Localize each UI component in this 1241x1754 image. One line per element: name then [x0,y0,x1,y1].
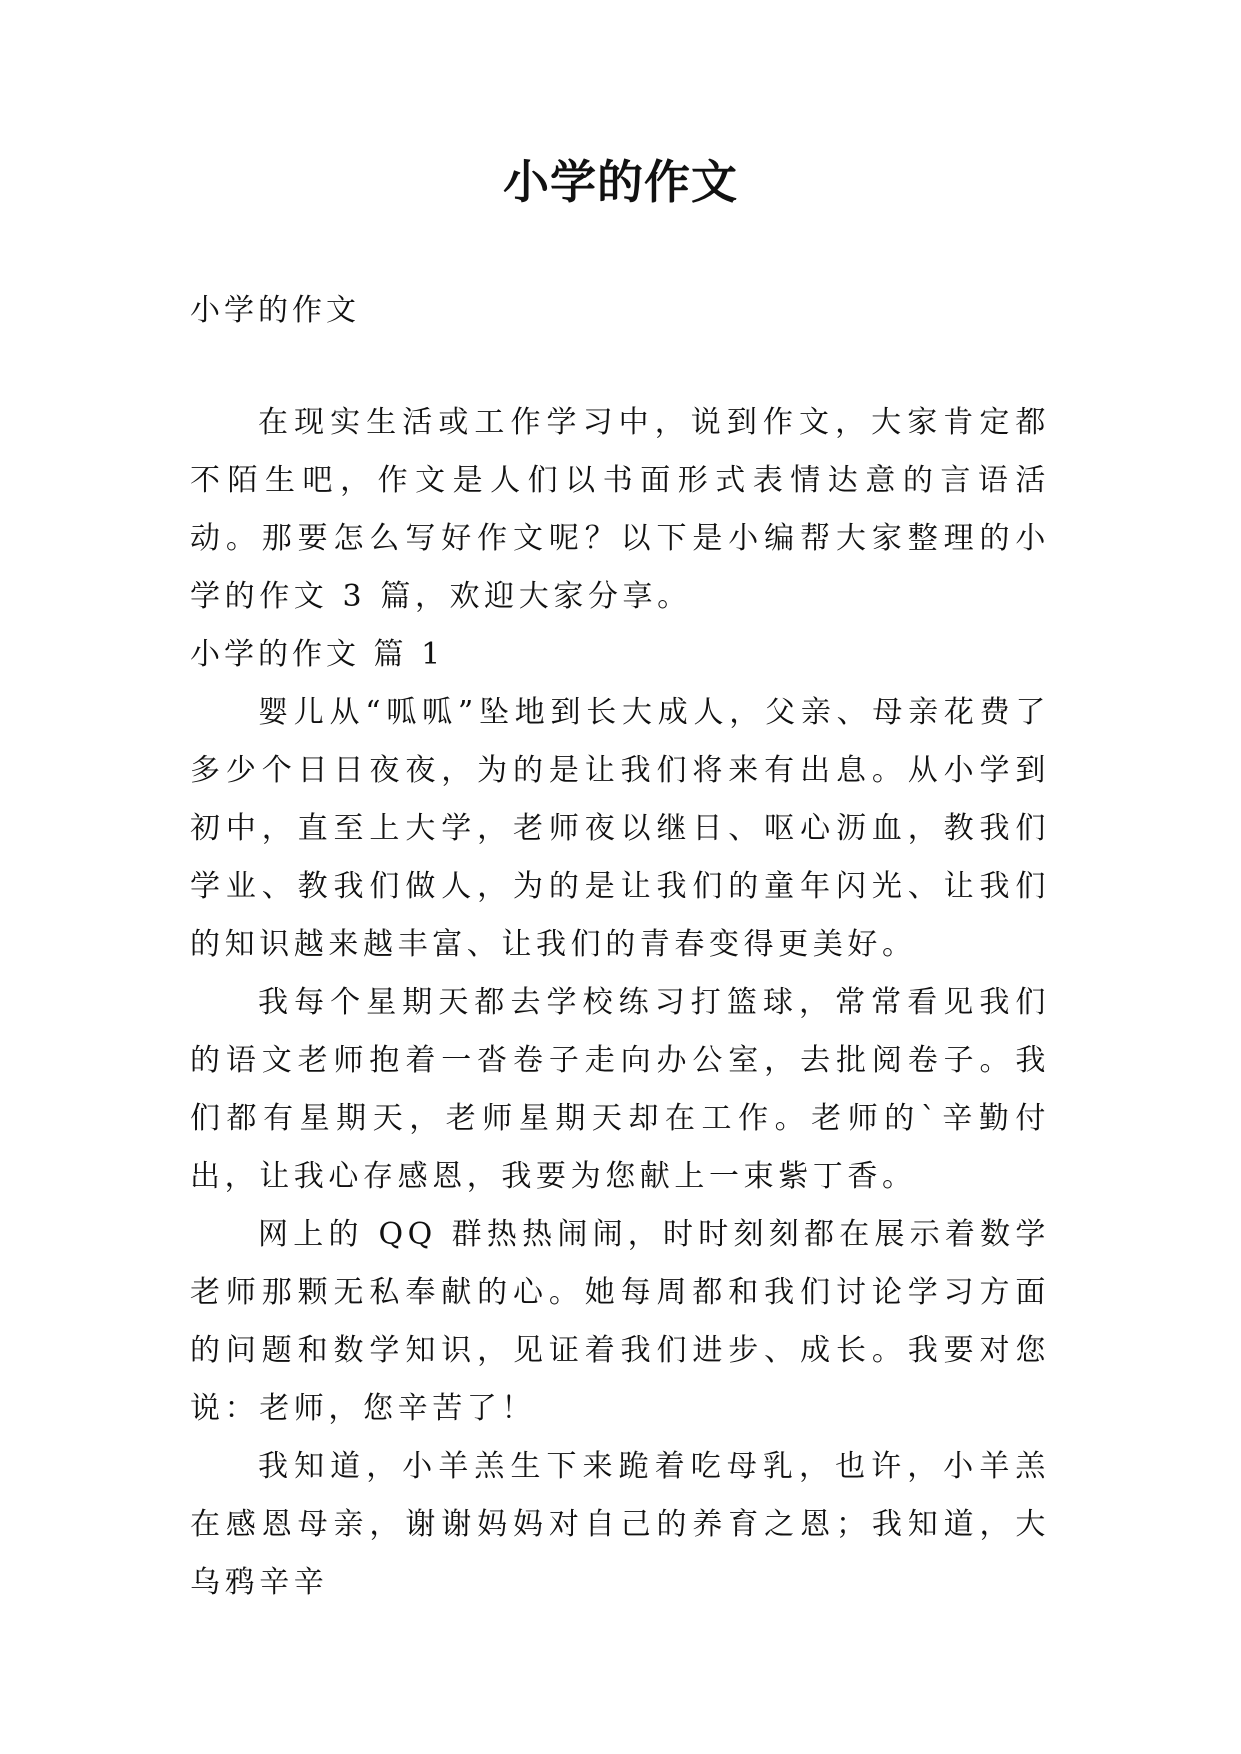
body-paragraph-3: 网上的 QQ 群热热闹闹，时时刻刻都在展示着数学老师那颗无私奉献的心。她每周都和我们讨论学习方面的问题和数学知识，见证着我们进步、成长。我要对您说：老师，您辛苦了！ [190,1217,1050,1426]
document-subtitle: 小学的作文 [190,293,360,328]
intro-paragraph: 在现实生活或工作学习中，说到作文，大家肯定都不陌生吧，作文是人们以书面形式表情达意的言语活动。那要怎么写好作文呢？以下是小编帮大家整理的小学的作文 3 篇，欢迎大家分享。 [190,405,1050,614]
body-paragraph-4: 我知道，小羊羔生下来跪着吃母乳，也许，小羊羔在感恩母亲，谢谢妈妈对自己的养育之恩；我知道，大乌鸦辛辛 [190,1449,1050,1600]
document-body [190,286,1050,1612]
section-heading: 小学的作文 篇 1 [190,637,445,672]
document-title: 小学的作文 [503,155,738,209]
body-paragraph-2: 我每个星期天都去学校练习打篮球，常常看见我们的语文老师抱着一沓卷子走向办公室，去批阅卷子。我们都有星期天，老师星期天却在工作。老师的`辛勤付出，让我心存感恩，我要为您献上一束紫丁香。 [190,985,1050,1194]
body-paragraph-1: 婴儿从“呱呱”坠地到长大成人，父亲、母亲花费了多少个日日夜夜，为的是让我们将来有出息。从小学到初中，直至上大学，老师夜以继日、呕心沥血，教我们学业、教我们做人，为的是让我们的童年闪光、让我们的知识越来越丰富、让我们的青春变得更美好。 [190,695,1050,962]
